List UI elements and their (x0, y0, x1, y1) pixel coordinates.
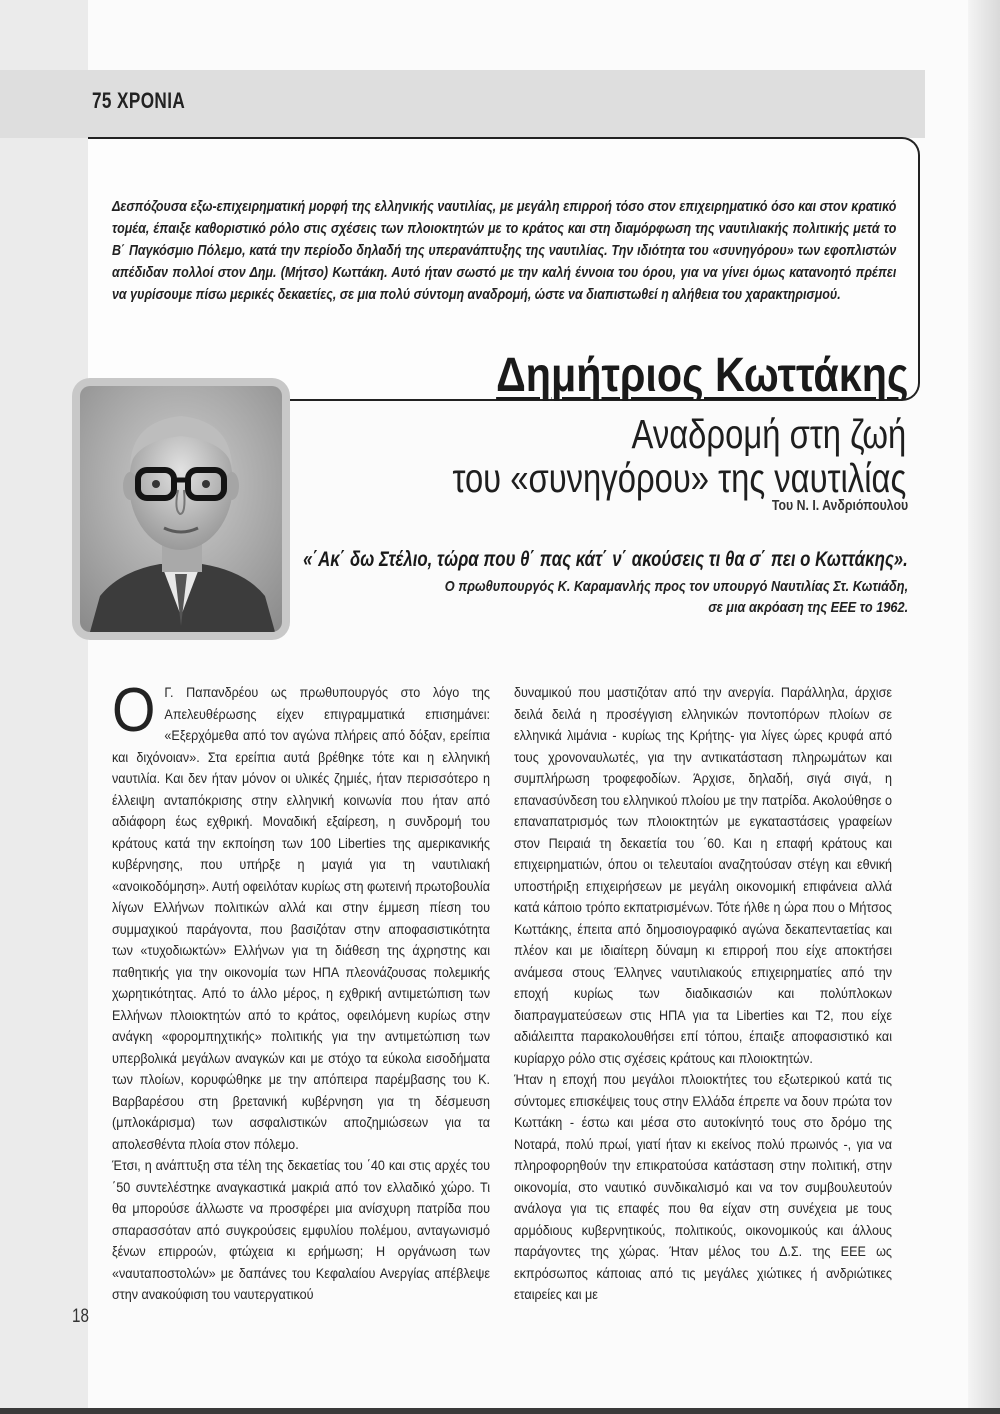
section-title: 75 ΧΡΟΝΙΑ (92, 88, 186, 113)
body-paragraph: Ήταν η εποχή που μεγάλοι πλοιοκτήτες του εξωτερικού κατά τις σύντομες επισκέψεις τους στην Ελλάδα έπρεπε να δουν πρώτα τον Κωττάκη - έστω και μέσα στο αυτοκίνητό τους στο δρόμο της Νοταρά, πολύ πρωί, γιατί ήταν κι εκείνος πολύ πρωινός -, για να πληροφορηθούν την επικρατούσα κατάσταση στην πολιτική, στην οικονομία, στο ναυτικό συνδικαλισμό και να τον συμβουλευτούν ανάλογα για τις επαφές που θα είχαν στη συνέχεια με τους αρμόδιους κυβερνητικούς, πολιτικούς, οικονομικούς και άλλους παράγοντες της χώρας. Ήταν μέλος του Δ.Σ. της ΕΕΕ ως εκπρόσωπος κάποιας από τις μεγάλες χιώτικες ή ανδριώτικες εταιρείες και με (514, 1071, 892, 1302)
epigraph-quote: «΄Ακ΄ δω Στέλιο, τώρα που θ΄ πας κάτ΄ ν΄ ακούσεις τι θα σ΄ πει ο Κωττάκης». (303, 548, 908, 571)
epigraph-attribution (445, 576, 908, 618)
page-edge-shadow (968, 0, 1000, 1414)
article-subtitle (452, 412, 906, 500)
subtitle-line-1: Αναδρομή στη ζωή (631, 411, 906, 457)
article-byline: Του Ν. Ι. Ανδριόπουλου (771, 497, 908, 514)
article-headline: Δημήτριος Κωττάκης (495, 349, 908, 402)
attribution-line-2: σε μια ακρόαση της ΕΕΕ το 1962. (708, 599, 908, 616)
article-column-right (514, 682, 892, 1306)
body-paragraph-text: Γ. Παπανδρέου ως πρωθυπουργός στο λόγο της Απελευθέρωσης είχεν επιγραμματικά επισημάνει: «Εξερχόμεθα από τον αγώνα πλήρεις από δόξαν, ερείπια και διχόνοιαν». Στα ερείπια αυτά βρέθηκε τότε και η ελληνική ναυτιλία. Και δεν ήταν μόνον οι υλικές ζημιές, ήταν περισσότερο η έλλειψη ανταπόκρισης στην ελληνική κοινωνία που ήταν από αδιάφορη έως εχθρική. Μοναδική εξαίρεση, η συνδρομή του κράτους κατά την εκποίηση των 100 Liberties της αμερικανικής κυβέρνησης, που υπήρξε η μαγιά για τη ναυτιλιακή «ανοικοδόμηση». Αυτή οφειλόταν κυρίως στη φωτεινή πρωτοβουλία λίγων Ελλήνων πολιτικών αλλά και στην έμμεση πίεση του συμμαχικού παράγοντα, που βασιζόταν στην αποφασιστικότητα των «τυχοδιωκτών» Ελλήνων για τη διάθεση της άχρηστης και παθητικής για την οικονομία των ΗΠΑ πλεονάζουσας πολεμικής χωρητικότητας. Από το άλλο μέρος, η εχθρική αντιμετώπιση των Ελλήνων πλοιοκτητών από το κράτος, οφειλόμενη κυρίως στην ανάγκη «φορομπηχτικής» πολιτικής για την αντιμετώπιση των υπερβολικά μεγάλων αναγκών και με στόχο τα εύκολα εισοδήματα των πλοίων, κορυφώθηκε με την απόπειρα παρέμβασης του Κ. Βαρβαρέσου στη βρετανική κυβέρνηση για τη δέσμευση (μπλοκάρισμα) των ασφαλιστικών αποζημιώσεων για τα απολεσθέντα πλοία στον πόλεμο. (112, 684, 490, 1152)
bottom-rule (0, 1408, 1000, 1414)
article-column-left (112, 676, 490, 1306)
portrait-photo (80, 386, 282, 632)
subtitle-line-2: του «συνηγόρου» της ναυτιλίας (452, 455, 906, 501)
page-number: 18 (72, 1306, 89, 1327)
drop-cap: Ο (112, 676, 156, 745)
left-margin-strip (0, 0, 88, 1414)
body-paragraph (112, 676, 490, 1155)
attribution-line-1: Ο πρωθυπουργός Κ. Καραμανλής προς τον υπουργό Ναυτιλίας Στ. Κωτιάδη, (444, 578, 908, 595)
body-paragraph: Έτσι, η ανάπτυξη στα τέλη της δεκαετίας του ΄40 και στις αρχές του ΄50 συντελέστηκε αναγκαστικά μακριά από τον ελλαδικό χώρο. Τι θα μπορούσε άλλωστε να προσφέρει μια ανίσχυρη πατρίδα που σπαρασσόταν από συγκρούσεις εμφυλίου πολέμου, ανταγωνισμό ξένων επιρροών, φτώχεια κι ερήμωση; Η οργάνωση των «ναυταποστολών» με δαπάνες του Κεφαλαίου Ανεργίας απέβλεψε στην ανακούφιση του ναυτεργατικού (112, 1157, 490, 1302)
body-paragraph: δυναμικού που μαστιζόταν από την ανεργία. Παράλληλα, άρχισε δειλά δειλά η προσέγγιση ελληνικών ποντοπόρων πλοίων σε ελληνικά λιμάνια - κυρίως της Κρήτης- για λίγες ώρες κρυφά από τους χρονοναυλωτές, για την αντικατάσταση πληρωμάτων και συμπλήρωση τροφεφοδίων. Άρχισε, δηλαδή, σιγά σιγά, η επανασύνδεση του ελληνικού πλοίου με την πατρίδα. Ακολούθησε ο επαναπατρισμός των πλοιοκτητών με εγκαταστάσεις γραφείων στον Πειραιά τη δεκαετία του ΄60. Και η επαφή κράτους και επιχειρηματιών, όπου οι τελευταίοι αναζητούσαν στέγη και εθνική υποστήριξη επιχειρήσεων με μεγάλη οικονομική επιφάνεια αλλά κατά κάποιο τρόπο εκπατρισμένων. Τότε ήλθε η ώρα που ο Μήτσος Κωττάκης, έπειτα από δημοσιογραφικό αγώνα δεκαπενταετίας και πλέον και με ιδιαίτερη δύναμη κι επιρροή που είχε αποκτήσει ανάμεσα στους Έλληνες ναυτιλιακούς επιχειρηματίες από την εποχή κυρίως των διαδικασιών και πολύπλοκων διαπραγματεύσεων στις ΗΠΑ για τα Liberties και Τ2, που είχε αδιάλειπτα παρακολουθήσει επί τόπου, έπαιξε αποφασιστικό και κυρίαρχο ρόλο στις σχέσεις κράτους και πλοιοκτητών. (514, 684, 892, 1066)
intro-paragraph: Δεσπόζουσα εξω-επιχειρηματική μορφή της ελληνικής ναυτιλίας, με μεγάλη επιρροή τόσο στον επιχειρηματικό όσο και στον κρατικό τομέα, έπαιξε καθοριστικό ρόλο στις σχέσεις των πλοιοκτητών με το κράτος και στη διαμόρφωση της ναυτιλιακής πολιτικής μετά το Β΄ Παγκόσμιο Πόλεμο, κατά την περίοδο δηλαδή της υπερανάπτυξης της ναυτιλίας. Την ιδιότητα του «συνηγόρου» των εφοπλιστών απέδιδαν πολλοί στον Δημ. (Μήτσο) Κωττάκη. Αυτό ήταν σωστό με την καλή έννοια του όρου, για να γίνει όμως κατανοητό πρέπει να γυρίσουμε πίσω μερικές δεκαετίες, σε μια πολύ σύντομη αναδρομή, ώστε να διαπιστωθεί η αλήθεια του χαρακτηρισμού. (112, 199, 897, 303)
